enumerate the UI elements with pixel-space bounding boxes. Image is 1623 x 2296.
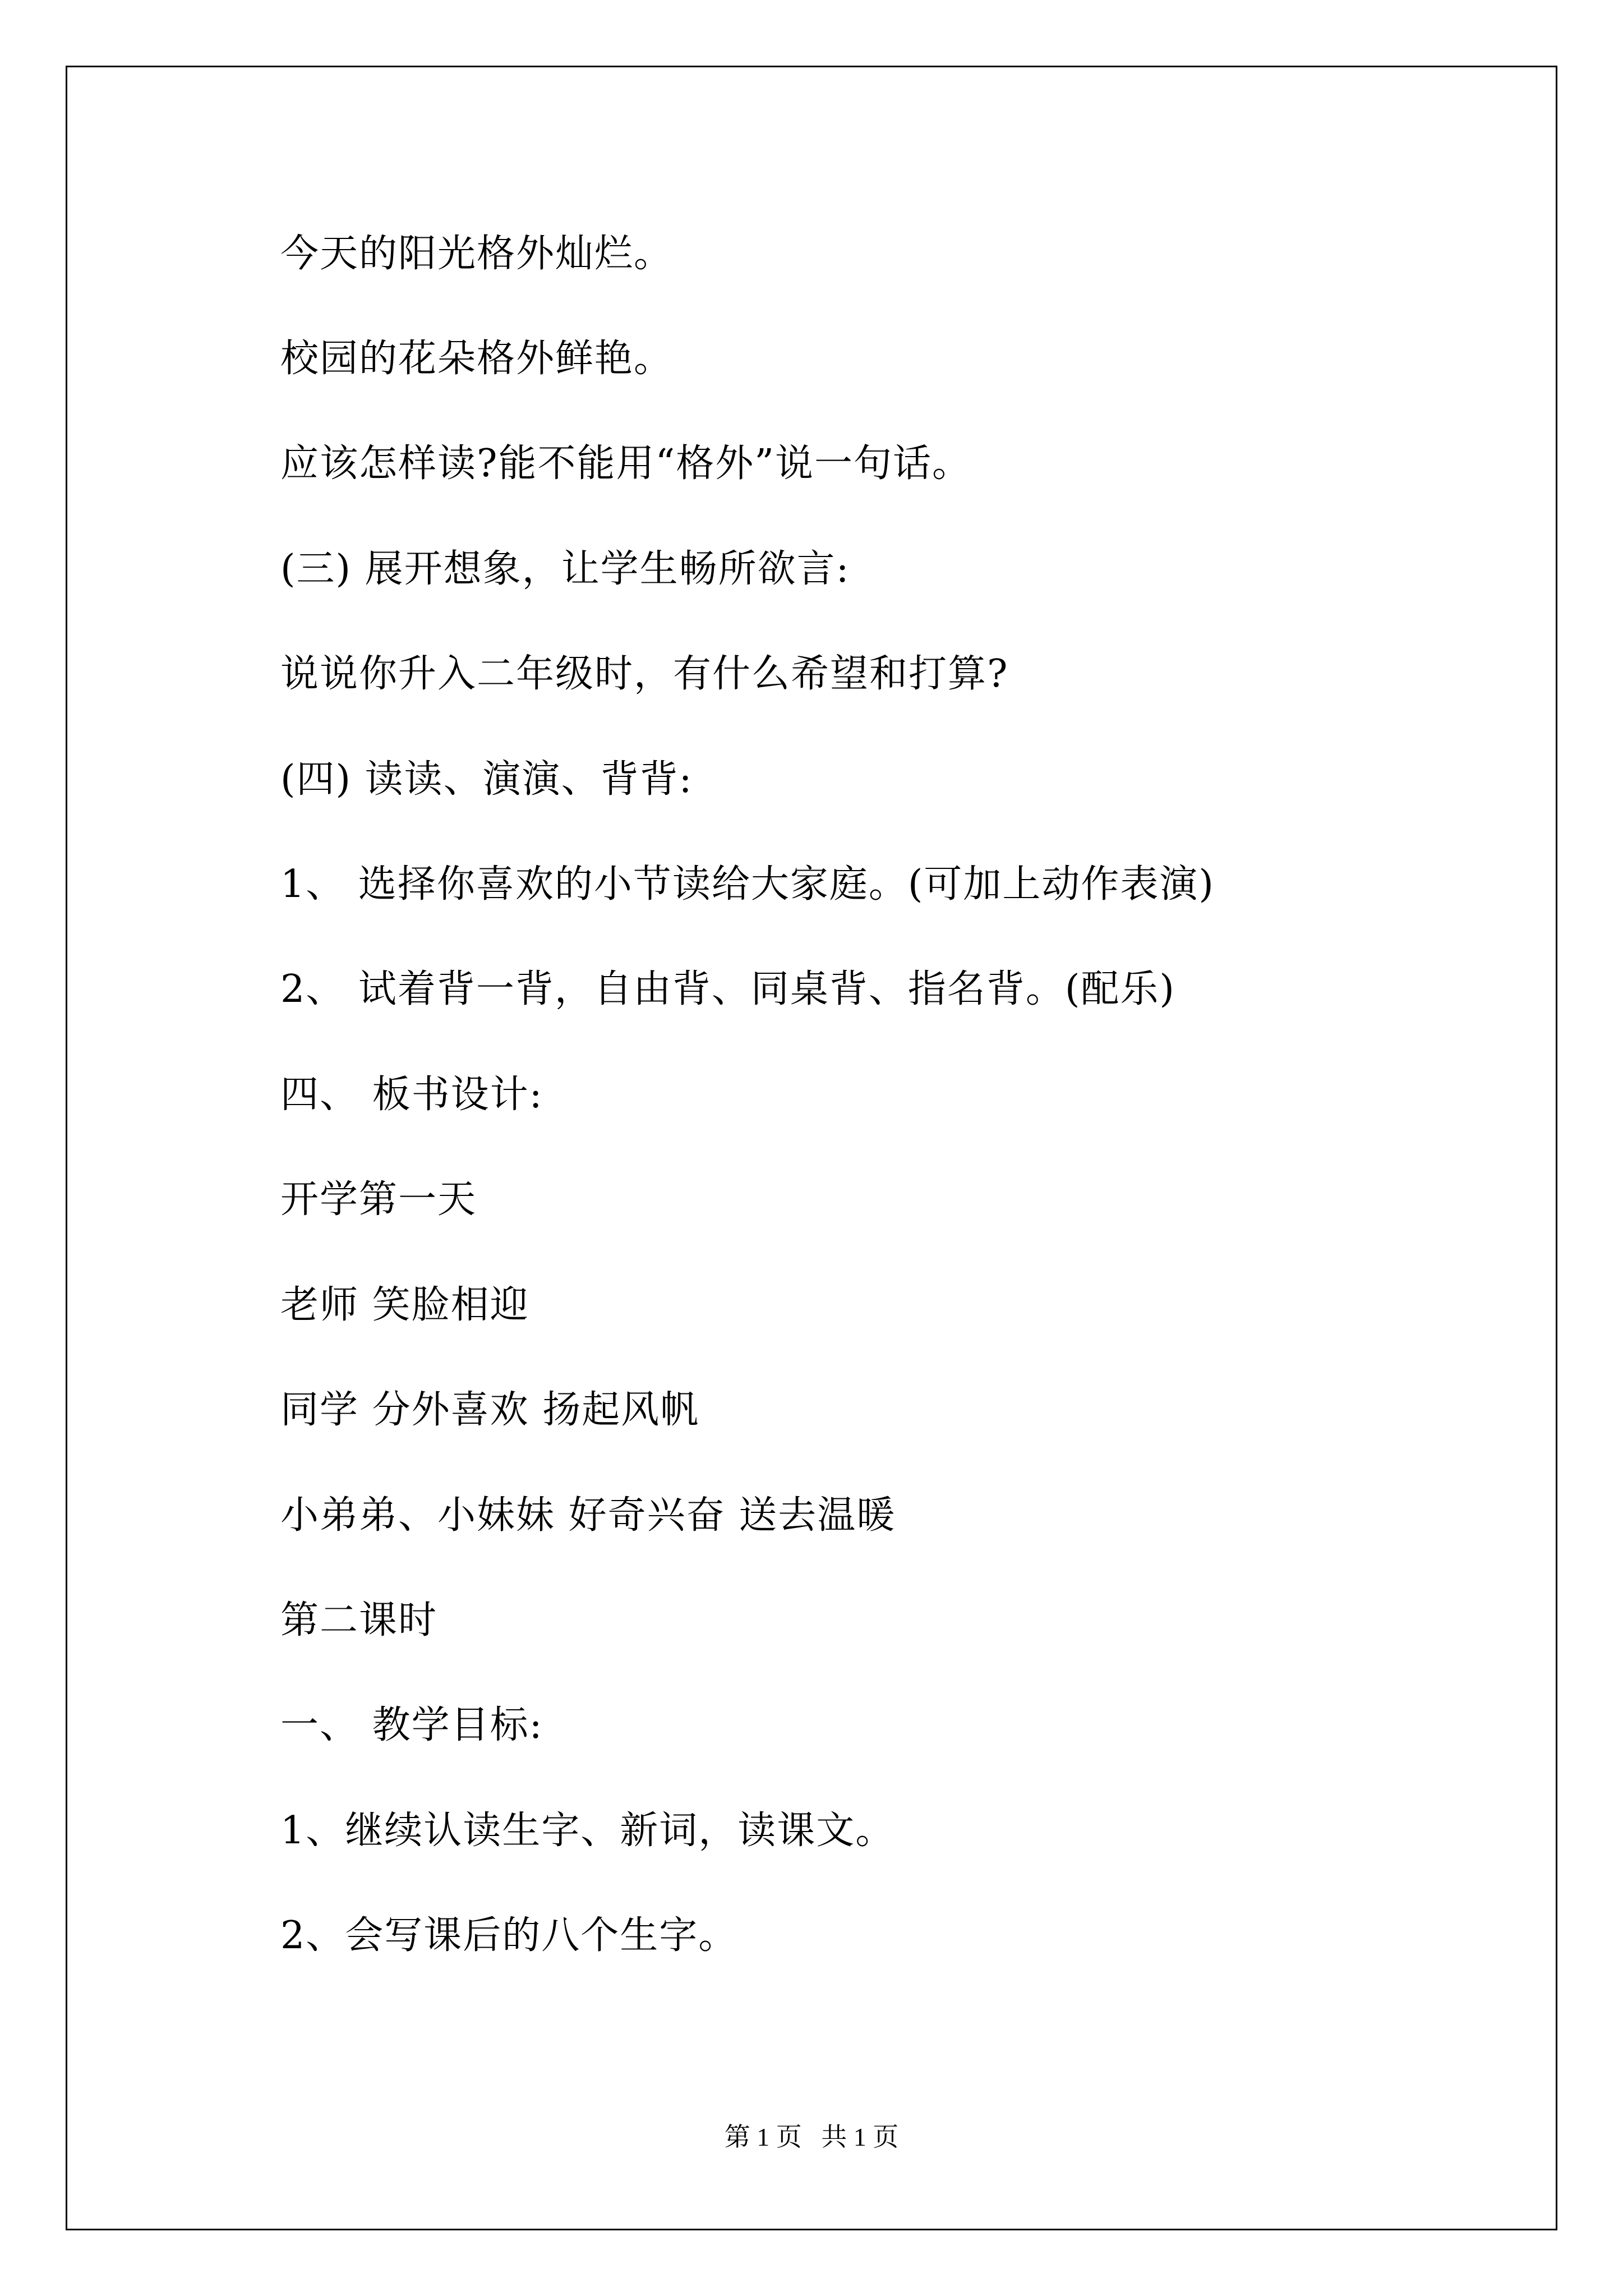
- text-line: 校园的花朵格外鲜艳。: [280, 337, 674, 381]
- text-line: 应该怎样读?能不能用“格外”说一句话。: [280, 441, 971, 486]
- text-line: 1、 选择你喜欢的小节读给大家庭。(可加上动作表演): [280, 862, 1215, 907]
- text-line: 说说你升入二年级时，有什么希望和打算?: [280, 652, 1009, 696]
- page-border: [66, 66, 1557, 2230]
- text-line: 第二课时: [280, 1598, 438, 1642]
- page-number-footer: 第 1 页 共 1 页: [724, 2123, 899, 2151]
- text-line: 小弟弟、小妹妹 好奇兴奋 送去温暖: [280, 1493, 896, 1538]
- text-line: 开学第一天: [280, 1177, 477, 1222]
- text-line: 同学 分外喜欢 扬起风帆: [280, 1388, 700, 1432]
- text-line: 1、继续认读生字、新词，读课文。: [280, 1809, 895, 1853]
- text-line: 一、 教学目标:: [280, 1703, 543, 1747]
- text-line: 2、会写课后的八个生字。: [280, 1913, 738, 1958]
- text-line: 今天的阳光格外灿烂。: [280, 232, 674, 276]
- text-line: (三) 展开想象，让学生畅所欲言:: [280, 547, 850, 591]
- text-line: (四) 读读、演演、背背:: [280, 757, 693, 802]
- text-line: 老师 笑脸相迎: [280, 1283, 529, 1327]
- text-line: 2、 试着背一背，自由背、同桌背、指名背。(配乐): [280, 967, 1175, 1011]
- text-line: 四、 板书设计:: [280, 1073, 543, 1117]
